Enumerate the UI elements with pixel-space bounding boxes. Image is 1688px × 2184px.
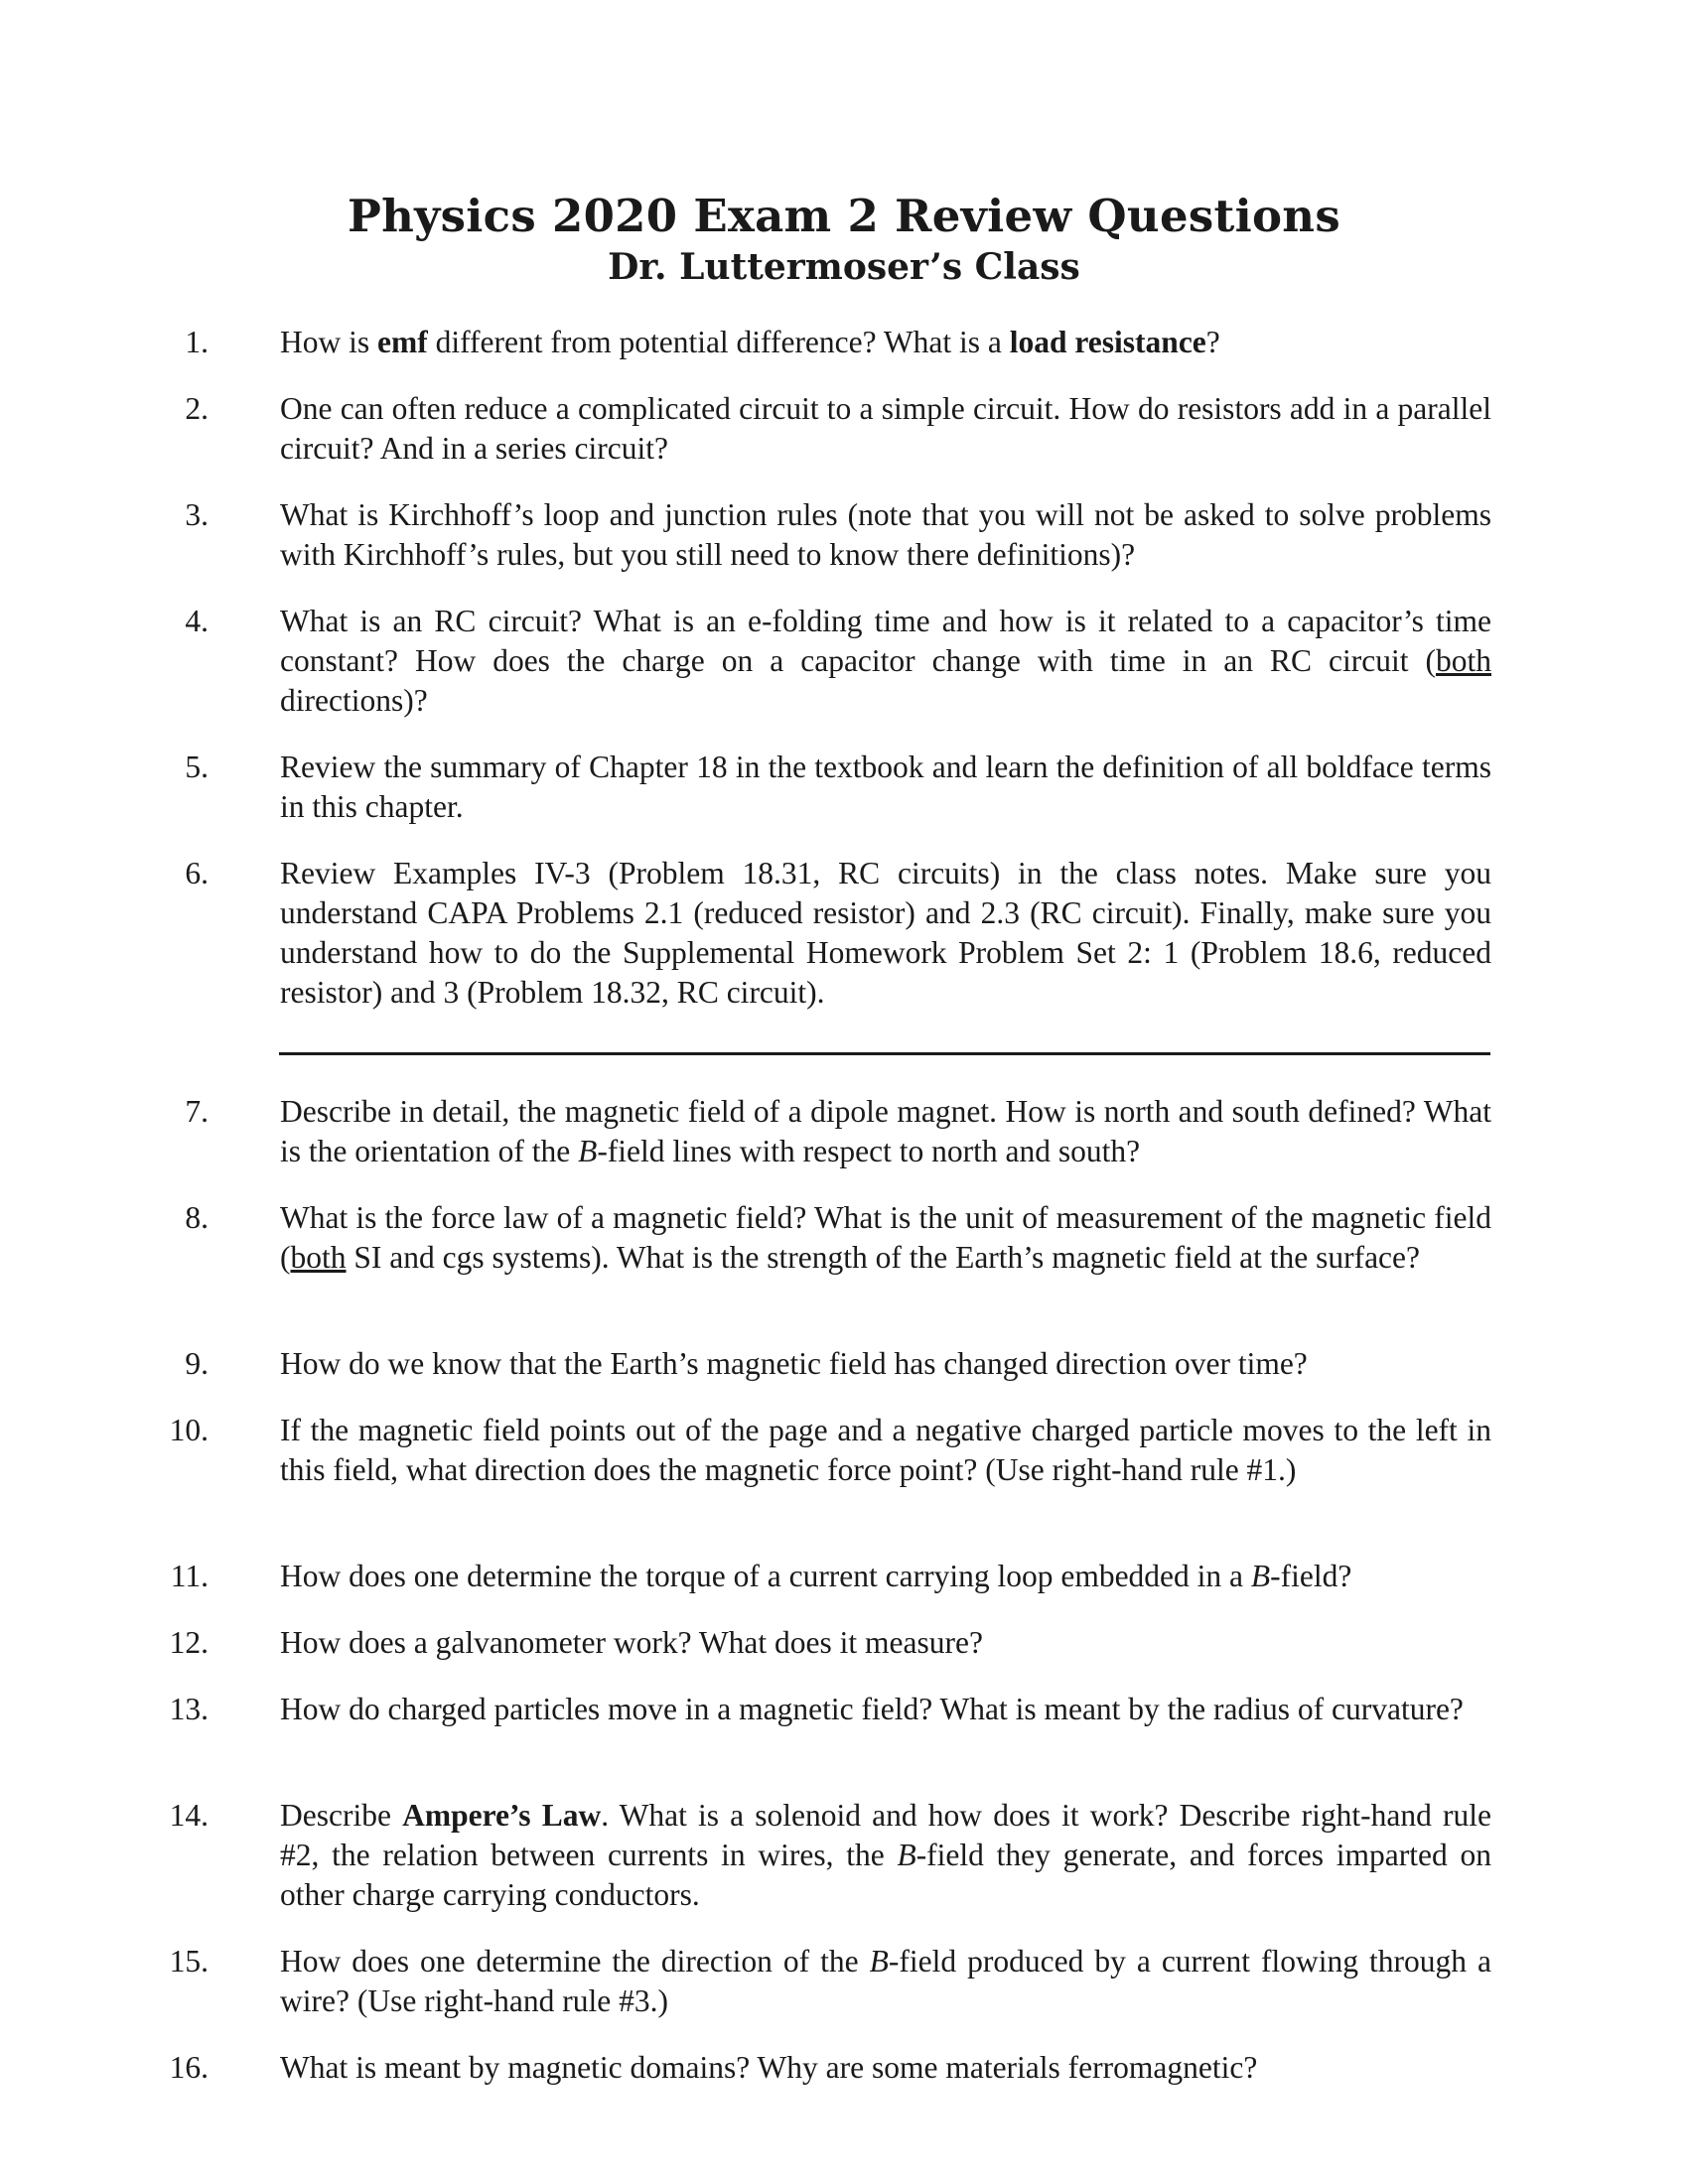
- symbol-b: B: [897, 1838, 916, 1872]
- term-load-resistance: load resistance: [1009, 325, 1206, 359]
- question-number: 13.: [169, 1692, 209, 1726]
- question-number: 15.: [169, 1944, 209, 1979]
- page-title: Physics 2020 Exam 2 Review Questions: [348, 190, 1340, 242]
- question-text: Review the summary of Chapter 18 in the textbook and learn the definition of all boldface terms in this chapter.: [280, 750, 1491, 824]
- question-text: How does one determine the torque of a current carrying loop embedded in a B-field?: [280, 1559, 1352, 1593]
- question-item: [185, 323, 1491, 362]
- question-text: How is emf different from potential difference? What is a load resistance?: [280, 325, 1220, 359]
- question-item: [185, 748, 1491, 827]
- symbol-b: B: [1250, 1559, 1271, 1593]
- question-number: 2.: [185, 391, 209, 426]
- question-text: What is Kirchhoff’s loop and junction rules (note that you will not be asked to solve problems with Kirchhoff’s rules, but you still need to know there definitions)?: [280, 497, 1491, 572]
- question-item: [185, 1198, 1491, 1278]
- question-text: What is the force law of a magnetic field? What is the unit of measurement of the magnetic field (both SI and cgs systems). What is the strength of the Earth’s magnetic field at the surface?: [280, 1200, 1491, 1275]
- emphasis-both: both: [290, 1240, 347, 1275]
- question-item: [169, 1690, 1491, 1729]
- question-item: [169, 1411, 1491, 1490]
- symbol-b: B: [869, 1944, 889, 1979]
- question-item: [170, 1557, 1491, 1596]
- question-item: [185, 854, 1491, 1013]
- question-number: 9.: [185, 1346, 209, 1381]
- question-number: 16.: [169, 2050, 209, 2085]
- question-text: How do charged particles move in a magnetic field? What is meant by the radius of curvature?: [280, 1692, 1464, 1726]
- emphasis-both: both: [1435, 643, 1491, 678]
- term-amperes-law: Ampere’s Law: [402, 1798, 602, 1833]
- question-text: How does one determine the direction of the B-field produced by a current flowing through a wire? (Use right-hand rule #3.): [280, 1944, 1491, 2018]
- question-number: 6.: [185, 856, 209, 890]
- question-item: [169, 1942, 1491, 2021]
- question-number: 3.: [185, 497, 209, 532]
- question-text: If the magnetic field points out of the page and a negative charged particle moves to the left in this field, what direction does the magnetic force point? (Use right-hand rule #1.): [280, 1413, 1491, 1487]
- question-text: How does a galvanometer work? What does it measure?: [280, 1625, 983, 1660]
- question-text: What is an RC circuit? What is an e-folding time and how is it related to a capacitor’s time constant? How does the charge on a capacitor change with time in an RC circuit (both directions)?: [280, 604, 1491, 718]
- page-subtitle: Dr. Luttermoser’s Class: [608, 246, 1080, 288]
- question-item: [185, 389, 1491, 469]
- question-text: Describe in detail, the magnetic field of a dipole magnet. How is north and south defined? What is the orientation of the B-field lines with respect to north and south?: [280, 1094, 1491, 1168]
- question-text: Review Examples IV-3 (Problem 18.31, RC circuits) in the class notes. Make sure you understand CAPA Problems 2.1 (reduced resistor) and 2.3 (RC circuit). Finally, make sure you understand how to do the Supplemental Homework Problem Set 2: 1 (Problem 18.6, reduced resistor) and 3 (Problem 18.32, RC circuit).: [280, 856, 1491, 1010]
- question-item: [169, 2048, 1491, 2088]
- question-item: [169, 1796, 1491, 1915]
- symbol-b: B: [578, 1134, 598, 1168]
- question-item: [169, 1623, 1491, 1663]
- question-number: 4.: [185, 604, 209, 638]
- question-number: 8.: [185, 1200, 209, 1235]
- question-number: 11.: [170, 1559, 209, 1593]
- question-item: [185, 1344, 1491, 1384]
- question-text: Describe Ampere’s Law. What is a solenoid and how does it work? Describe right-hand rule #2, the relation between currents in wires, the B-field they generate, and forces imparted on other charge carrying conductors.: [280, 1798, 1491, 1912]
- term-emf: emf: [377, 325, 428, 359]
- question-number: 12.: [169, 1625, 209, 1660]
- question-number: 7.: [185, 1094, 209, 1129]
- question-item: [185, 602, 1491, 721]
- question-item: [185, 1092, 1491, 1171]
- question-number: 5.: [185, 750, 209, 784]
- question-number: 10.: [169, 1413, 209, 1447]
- section-divider: [279, 1052, 1490, 1055]
- question-number: 1.: [185, 325, 209, 359]
- question-number: 14.: [169, 1798, 209, 1833]
- question-text: How do we know that the Earth’s magnetic field has changed direction over time?: [280, 1346, 1308, 1381]
- question-item: [185, 495, 1491, 575]
- question-text: What is meant by magnetic domains? Why are some materials ferromagnetic?: [280, 2050, 1258, 2085]
- question-text: One can often reduce a complicated circuit to a simple circuit. How do resistors add in a parallel circuit? And in a series circuit?: [280, 391, 1491, 466]
